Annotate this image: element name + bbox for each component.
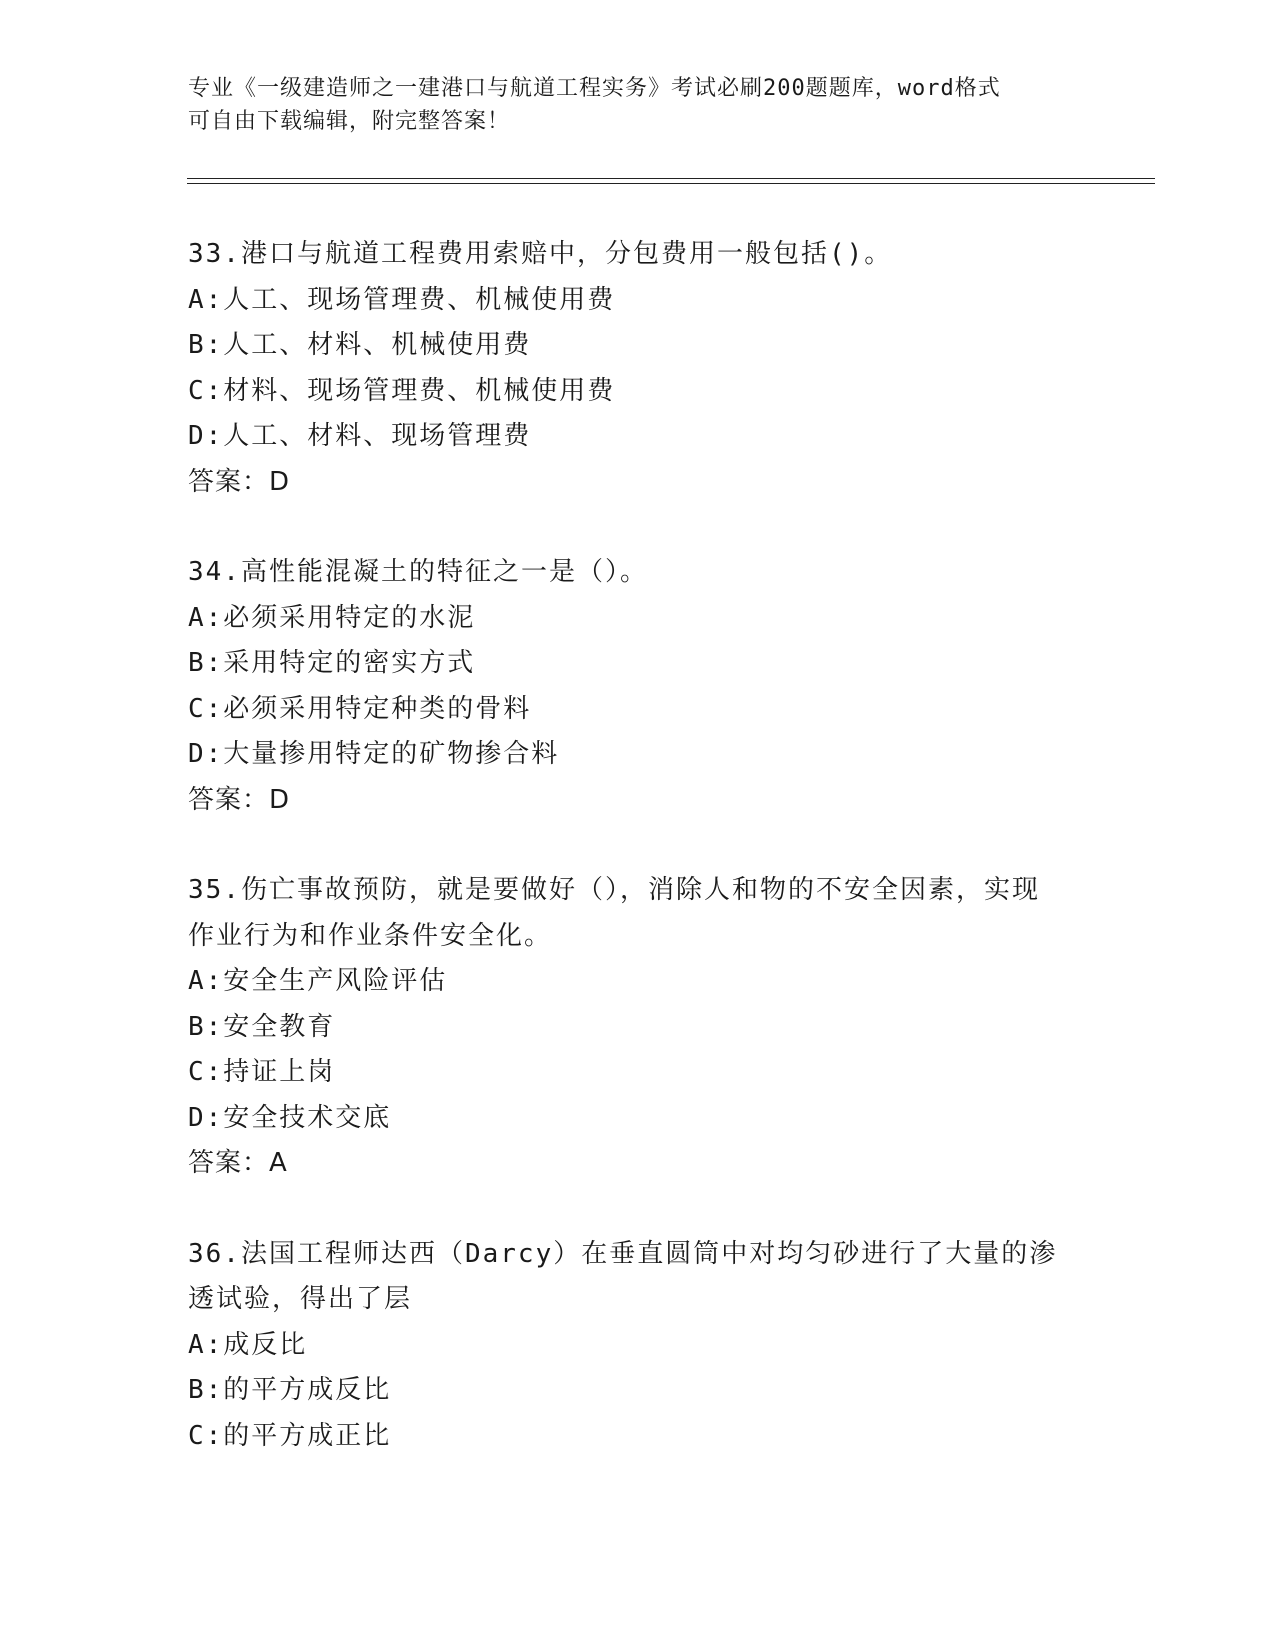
option-c: C:持证上岗 xyxy=(188,1057,336,1087)
option-d: D:人工、材料、现场管理费 xyxy=(188,421,532,451)
question-35 xyxy=(188,868,1088,1187)
stem-line: 35.伤亡事故预防，就是要做好（），消除人和物的不安全因素，实现 xyxy=(188,875,1040,905)
option-c: C:材料、现场管理费、机械使用费 xyxy=(188,375,616,406)
question-stem xyxy=(188,868,1088,959)
header-line-2: 可自由下载编辑，附完整答案！ xyxy=(188,109,511,134)
option-a: A:成反比 xyxy=(188,1329,308,1360)
option-c: C:的平方成正比 xyxy=(188,1420,392,1451)
option-b: B:安全教育 xyxy=(188,1011,336,1042)
answer-line: 答案：D xyxy=(188,466,291,497)
stem-line: 36.法国工程师达西（Darcy）在垂直圆筒中对均匀砂进行了大量的渗 xyxy=(188,1238,1058,1269)
question-list xyxy=(188,232,1088,1504)
question-33 xyxy=(188,232,1088,505)
option-d: D:安全技术交底 xyxy=(188,1102,392,1133)
stem-line: 作业行为和作业条件安全化。 xyxy=(188,920,553,951)
header-divider-bottom xyxy=(187,183,1155,184)
stem-line: 33.港口与航道工程费用索赔中，分包费用一般包括()。 xyxy=(188,239,893,269)
answer-line: 答案：D xyxy=(188,784,291,815)
option-d: D:大量掺用特定的矿物掺合料 xyxy=(188,739,560,769)
answer-line: 答案：A xyxy=(188,1148,288,1178)
question-stem xyxy=(188,232,1088,278)
option-a: A:安全生产风险评估 xyxy=(188,966,448,996)
option-a: A:必须采用特定的水泥 xyxy=(188,602,476,633)
stem-line: 34.高性能混凝土的特征之一是（）。 xyxy=(188,557,648,587)
stem-line: 透试验，得出了层 xyxy=(188,1284,413,1314)
option-b: B:人工、材料、机械使用费 xyxy=(188,330,532,360)
question-stem xyxy=(188,1232,1088,1323)
header-line-1: 专业《一级建造师之一建港口与航道工程实务》考试必刷200题题库，word格式 xyxy=(188,76,1001,101)
document-header xyxy=(188,72,1088,138)
question-stem xyxy=(188,550,1088,596)
option-a: A:人工、现场管理费、机械使用费 xyxy=(188,284,616,315)
question-34 xyxy=(188,550,1088,823)
option-c: C:必须采用特定种类的骨料 xyxy=(188,693,532,724)
header-divider-top xyxy=(187,178,1155,179)
option-b: B:采用特定的密实方式 xyxy=(188,648,476,678)
option-b: B:的平方成反比 xyxy=(188,1375,392,1405)
question-36 xyxy=(188,1232,1088,1460)
